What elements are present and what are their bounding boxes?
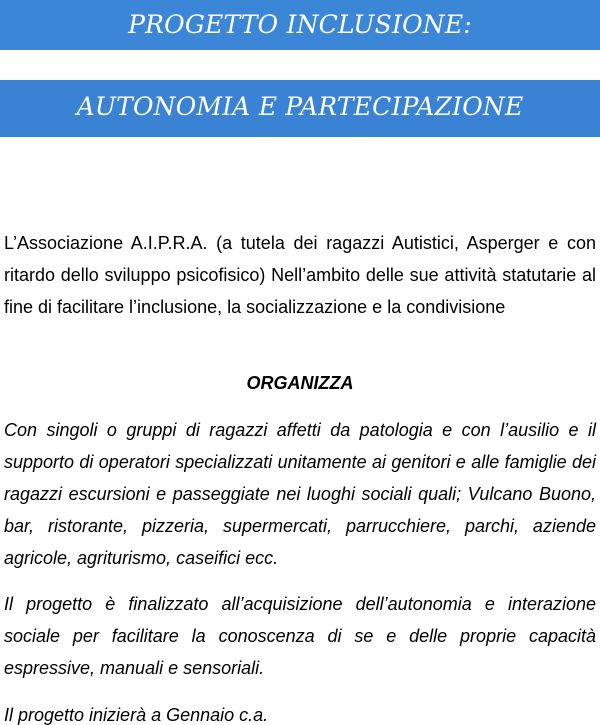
title-banner-bottom	[0, 80, 600, 137]
activities-paragraph: Con singoli o gruppi di ragazzi affetti da patologia e con l’ausilio e il supporto di operatori specializzati unitamente ai genitori e alle famiglie dei ragazzi escursioni e passeggiate nei luoghi sociali quali; Vulcano Buono, bar, ristorante, pizzeria, supermercati, parrucchiere, parchi, aziende agricole, agriturismo, caseifici ecc.	[4, 420, 596, 568]
title-line-2: AUTONOMIA E PARTECIPAZIONE	[76, 92, 524, 121]
organizza-heading: ORGANIZZA	[246, 373, 354, 393]
title-banner-top	[0, 0, 600, 50]
goals-paragraph: Il progetto è finalizzato all’acquisizione dell’autonomia e interazione sociale per facilitare la conoscenza di se e delle proprie capacità espressive, manuali e sensoriali.	[4, 594, 596, 678]
intro-paragraph: L’Associazione A.I.P.R.A. (a tutela dei ragazzi Autistici, Asperger e con ritardo dello sviluppo psicofisico) Nell’ambito delle sue attività statutarie al fine di facilitare l’inclusione, la socializzazione e la condivisione	[4, 233, 596, 317]
title-line-1: PROGETTO INCLUSIONE:	[128, 10, 472, 39]
start-date-paragraph: Il progetto inizierà a Gennaio c.a.	[4, 705, 269, 725]
